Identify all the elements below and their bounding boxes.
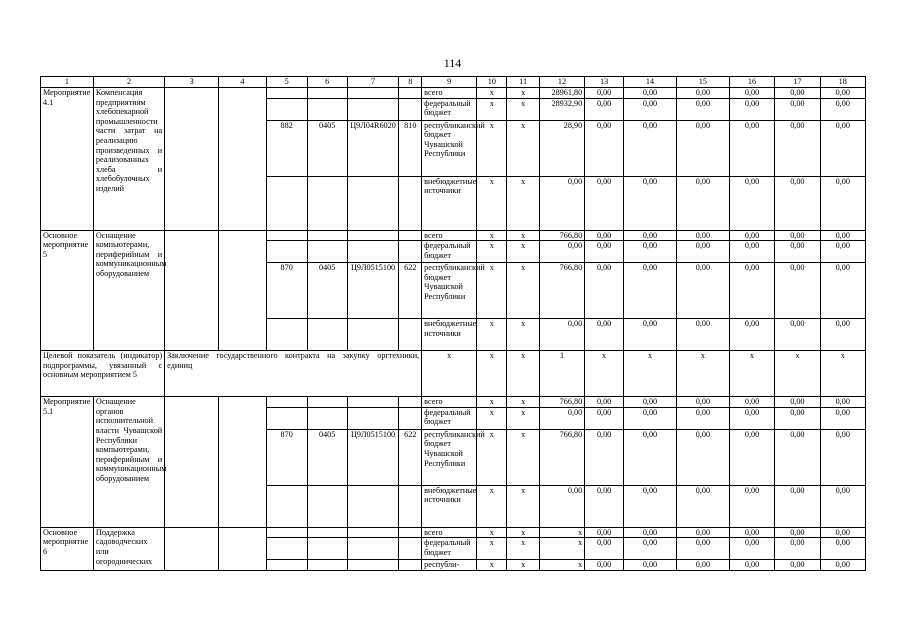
code-cell-empty	[347, 176, 399, 230]
column-number: 14	[624, 77, 677, 88]
amount-cell: 0,00	[775, 241, 820, 263]
year-cell: х	[477, 241, 507, 263]
activity-description: Компенсация предприятиям хлебопекарной промышленности части затрат на реализацию произведенных и реализованных хлеба и хлебобулочных изделий	[93, 88, 164, 231]
indicator-description: Заключение государственного контракта на закупку оргтехники, единиц	[165, 351, 422, 397]
code-cell-empty	[266, 485, 307, 527]
column-number: 7	[347, 77, 399, 88]
funding-source: федеральный бюджет	[422, 407, 477, 429]
amount-cell: 0,00	[585, 397, 624, 408]
amount-cell: 0,00	[539, 176, 584, 230]
amount-cell: 0,00	[775, 485, 820, 527]
amount-cell: 0,00	[676, 98, 729, 120]
amount-cell: 0,00	[820, 98, 865, 120]
amount-cell: 0,00	[624, 560, 677, 571]
funding-row	[41, 527, 866, 538]
year-cell: х	[477, 397, 507, 408]
indicator-row	[41, 351, 866, 397]
responsible-executor	[165, 230, 219, 351]
code-target-article: Ц9Л04R6020	[347, 120, 399, 176]
amount-cell: 0,00	[624, 397, 677, 408]
code-cell-empty	[399, 176, 422, 230]
amount-cell: 0,00	[585, 176, 624, 230]
indicator-value: х	[422, 351, 477, 397]
column-number: 8	[399, 77, 422, 88]
code-cell-empty	[307, 98, 347, 120]
code-cell-empty	[307, 241, 347, 263]
responsible-executor	[165, 397, 219, 528]
activity-name: Основное мероприятие 6	[41, 527, 94, 570]
indicator-value: х	[676, 351, 729, 397]
year-cell: х	[477, 429, 507, 485]
amount-cell: 0,00	[676, 560, 729, 571]
code-cell-empty	[399, 241, 422, 263]
code-cell-empty	[399, 98, 422, 120]
amount-cell: 0,00	[585, 98, 624, 120]
amount-cell: 0,00	[624, 538, 677, 560]
amount-cell: 0,00	[585, 560, 624, 571]
code-section: 0405	[307, 120, 347, 176]
code-cell-empty	[307, 230, 347, 241]
amount-cell: 0,00	[820, 485, 865, 527]
amount-cell: 0,00	[585, 485, 624, 527]
amount-cell: 0,00	[676, 176, 729, 230]
amount-cell: 28932,90	[539, 98, 584, 120]
amount-cell: 0,00	[775, 560, 820, 571]
indicator-value: х	[477, 351, 507, 397]
code-cell-empty	[399, 485, 422, 527]
amount-cell: 0,00	[775, 230, 820, 241]
year-cell: х	[477, 230, 507, 241]
code-cell-empty	[266, 241, 307, 263]
amount-cell: 0,00	[676, 429, 729, 485]
code-grbs: 882	[266, 120, 307, 176]
indicator-label: Целевой показатель (индикатор) подпрограммы, увязанный с основным мероприятием 5	[41, 351, 165, 397]
column-number: 1	[41, 77, 94, 88]
funding-source: федеральный бюджет	[422, 241, 477, 263]
amount-cell: 0,00	[729, 230, 774, 241]
amount-cell: 0,00	[676, 263, 729, 319]
funding-source: всего	[422, 527, 477, 538]
year-cell: х	[507, 429, 539, 485]
column-number: 9	[422, 77, 477, 88]
amount-cell: 0,00	[676, 397, 729, 408]
code-cell-empty	[347, 485, 399, 527]
funding-row	[41, 230, 866, 241]
amount-cell: 0,00	[820, 88, 865, 99]
year-cell: х	[507, 176, 539, 230]
amount-cell: 0,00	[729, 485, 774, 527]
year-cell: х	[477, 263, 507, 319]
indicator-value: х	[624, 351, 677, 397]
indicator-value: х	[729, 351, 774, 397]
year-cell: х	[507, 397, 539, 408]
code-cell-empty	[399, 319, 422, 351]
code-section: 0405	[307, 263, 347, 319]
funding-source: всего	[422, 230, 477, 241]
amount-cell: 0,00	[729, 407, 774, 429]
year-cell: х	[507, 485, 539, 527]
year-cell: х	[507, 560, 539, 571]
amount-cell: 0,00	[676, 241, 729, 263]
amount-cell: 766,80	[539, 397, 584, 408]
amount-cell: 0,00	[624, 319, 677, 351]
amount-cell: 0,00	[820, 241, 865, 263]
co-executors	[219, 88, 267, 231]
funding-source: республиканский бюджет Чувашской Республики	[422, 263, 477, 319]
amount-cell: 0,00	[539, 485, 584, 527]
amount-cell: 0,00	[624, 429, 677, 485]
amount-cell: 0,00	[585, 429, 624, 485]
code-cell-empty	[399, 397, 422, 408]
responsible-executor	[165, 88, 219, 231]
code-cell-empty	[347, 98, 399, 120]
column-number: 4	[219, 77, 267, 88]
year-cell: х	[477, 407, 507, 429]
amount-cell: 0,00	[775, 397, 820, 408]
code-cell-empty	[347, 88, 399, 99]
amount-cell: 0,00	[585, 88, 624, 99]
code-cell-empty	[307, 176, 347, 230]
amount-cell: 0,00	[820, 429, 865, 485]
code-section: 0405	[307, 429, 347, 485]
year-cell: х	[507, 120, 539, 176]
column-number: 2	[93, 77, 164, 88]
responsible-executor	[165, 527, 219, 570]
year-cell: х	[477, 527, 507, 538]
amount-cell: 0,00	[676, 407, 729, 429]
column-number: 16	[729, 77, 774, 88]
code-grbs: 870	[266, 263, 307, 319]
code-target-article: Ц9Л0515100	[347, 429, 399, 485]
amount-cell: 0,00	[820, 538, 865, 560]
amount-cell: 0,00	[775, 407, 820, 429]
amount-cell: 0,00	[729, 263, 774, 319]
indicator-value: 1	[539, 351, 584, 397]
activity-name: Мероприятие 4.1	[41, 88, 94, 231]
amount-cell: 0,00	[539, 241, 584, 263]
co-executors	[219, 397, 267, 528]
column-number: 17	[775, 77, 820, 88]
amount-cell: 0,00	[585, 230, 624, 241]
funding-row	[41, 397, 866, 408]
indicator-value: х	[507, 351, 539, 397]
code-grbs: 870	[266, 429, 307, 485]
amount-cell: 0,00	[585, 241, 624, 263]
year-cell: х	[477, 485, 507, 527]
funding-source: федеральный бюджет	[422, 98, 477, 120]
code-cell-empty	[266, 397, 307, 408]
funding-source: всего	[422, 88, 477, 99]
amount-cell: 0,00	[624, 176, 677, 230]
budget-table	[40, 76, 866, 571]
amount-cell: 0,00	[624, 485, 677, 527]
code-cell-empty	[347, 319, 399, 351]
amount-cell: 0,00	[820, 230, 865, 241]
column-number: 12	[539, 77, 584, 88]
amount-cell: 0,00	[585, 263, 624, 319]
code-cell-empty	[347, 407, 399, 429]
amount-cell: 0,00	[729, 538, 774, 560]
code-cell-empty	[266, 176, 307, 230]
amount-cell: 0,00	[820, 263, 865, 319]
year-cell: х	[507, 88, 539, 99]
code-cell-empty	[347, 527, 399, 538]
amount-cell: 0,00	[729, 397, 774, 408]
amount-cell: 0,00	[820, 176, 865, 230]
column-number: 18	[820, 77, 865, 88]
year-cell: х	[477, 319, 507, 351]
code-expense-type: 622	[399, 263, 422, 319]
page-number: 114	[443, 56, 462, 70]
code-target-article: Ц9Л0515100	[347, 263, 399, 319]
amount-cell: 0,00	[775, 429, 820, 485]
amount-cell: 0,00	[624, 263, 677, 319]
amount-cell: 28,90	[539, 120, 584, 176]
code-cell-empty	[347, 560, 399, 571]
amount-cell: 0,00	[775, 120, 820, 176]
co-executors	[219, 230, 267, 351]
activity-name: Мероприятие 5.1	[41, 397, 94, 528]
code-cell-empty	[347, 230, 399, 241]
code-cell-empty	[266, 538, 307, 560]
year-cell: х	[507, 527, 539, 538]
amount-cell: х	[539, 538, 584, 560]
code-cell-empty	[266, 560, 307, 571]
amount-cell: 766,80	[539, 429, 584, 485]
funding-source: всего	[422, 397, 477, 408]
amount-cell: 0,00	[585, 319, 624, 351]
amount-cell: 0,00	[775, 176, 820, 230]
code-cell-empty	[266, 407, 307, 429]
amount-cell: 0,00	[539, 319, 584, 351]
code-cell-empty	[266, 319, 307, 351]
column-number: 6	[307, 77, 347, 88]
amount-cell: 0,00	[676, 120, 729, 176]
amount-cell: 0,00	[729, 527, 774, 538]
indicator-value: х	[585, 351, 624, 397]
code-cell-empty	[307, 88, 347, 99]
code-cell-empty	[307, 485, 347, 527]
year-cell: х	[477, 176, 507, 230]
column-number: 10	[477, 77, 507, 88]
amount-cell: 0,00	[624, 407, 677, 429]
amount-cell: 0,00	[775, 538, 820, 560]
amount-cell: 0,00	[775, 527, 820, 538]
column-number: 13	[585, 77, 624, 88]
amount-cell: 0,00	[585, 407, 624, 429]
code-cell-empty	[307, 560, 347, 571]
amount-cell: 0,00	[676, 485, 729, 527]
activity-name: Основное мероприятие 5	[41, 230, 94, 351]
year-cell: х	[507, 241, 539, 263]
year-cell: х	[477, 560, 507, 571]
funding-source: федеральный бюджет	[422, 538, 477, 560]
amount-cell: 0,00	[676, 230, 729, 241]
amount-cell: 0,00	[729, 176, 774, 230]
amount-cell: 0,00	[775, 319, 820, 351]
year-cell: х	[507, 538, 539, 560]
amount-cell: 0,00	[820, 397, 865, 408]
code-cell-empty	[307, 527, 347, 538]
column-number: 11	[507, 77, 539, 88]
year-cell: х	[507, 263, 539, 319]
code-cell-empty	[266, 230, 307, 241]
year-cell: х	[477, 88, 507, 99]
year-cell: х	[477, 98, 507, 120]
amount-cell: 0,00	[676, 527, 729, 538]
amount-cell: х	[539, 560, 584, 571]
header-row	[41, 77, 866, 88]
funding-source: республиканский бюджет Чувашской Республики	[422, 120, 477, 176]
co-executors	[219, 527, 267, 570]
funding-source: республиканский бюджет Чувашской Республики	[422, 429, 477, 485]
code-cell-empty	[307, 538, 347, 560]
code-cell-empty	[399, 538, 422, 560]
amount-cell: 0,00	[624, 120, 677, 176]
year-cell: х	[477, 120, 507, 176]
funding-row	[41, 88, 866, 99]
year-cell: х	[507, 98, 539, 120]
funding-source: республи-	[422, 560, 477, 571]
code-cell-empty	[347, 241, 399, 263]
amount-cell: 0,00	[820, 407, 865, 429]
code-cell-empty	[266, 527, 307, 538]
amount-cell: 0,00	[676, 88, 729, 99]
code-cell-empty	[399, 88, 422, 99]
activity-description: Оснащение компьютерами, периферийным и коммуникационным оборудованием	[93, 230, 164, 351]
amount-cell: 0,00	[820, 527, 865, 538]
column-number: 3	[165, 77, 219, 88]
amount-cell: 0,00	[729, 120, 774, 176]
amount-cell: 0,00	[624, 527, 677, 538]
amount-cell: 0,00	[820, 319, 865, 351]
code-cell-empty	[399, 407, 422, 429]
code-cell-empty	[307, 319, 347, 351]
year-cell: х	[477, 538, 507, 560]
column-number: 15	[676, 77, 729, 88]
amount-cell: 0,00	[729, 241, 774, 263]
amount-cell: 0,00	[624, 230, 677, 241]
amount-cell: 0,00	[820, 120, 865, 176]
code-cell-empty	[266, 98, 307, 120]
year-cell: х	[507, 230, 539, 241]
code-expense-type: 622	[399, 429, 422, 485]
code-cell-empty	[399, 230, 422, 241]
amount-cell: 0,00	[585, 527, 624, 538]
amount-cell: 0,00	[729, 429, 774, 485]
amount-cell: 766,80	[539, 263, 584, 319]
amount-cell: 28961,80	[539, 88, 584, 99]
amount-cell: 0,00	[729, 560, 774, 571]
amount-cell: 0,00	[539, 407, 584, 429]
amount-cell: 0,00	[585, 120, 624, 176]
amount-cell: 0,00	[820, 560, 865, 571]
amount-cell: 0,00	[624, 88, 677, 99]
amount-cell: 0,00	[676, 319, 729, 351]
year-cell: х	[507, 319, 539, 351]
amount-cell: 0,00	[775, 88, 820, 99]
activity-description: Поддержка садоводческих или огороднических	[93, 527, 164, 570]
funding-source: внебюджетные источники	[422, 485, 477, 527]
indicator-value: х	[820, 351, 865, 397]
code-cell-empty	[399, 527, 422, 538]
amount-cell: 766,80	[539, 230, 584, 241]
funding-source: внебюджетные источники	[422, 176, 477, 230]
amount-cell: 0,00	[775, 263, 820, 319]
code-cell-empty	[266, 88, 307, 99]
code-cell-empty	[399, 560, 422, 571]
code-cell-empty	[307, 397, 347, 408]
year-cell: х	[507, 407, 539, 429]
code-cell-empty	[347, 397, 399, 408]
amount-cell: 0,00	[585, 538, 624, 560]
funding-source: внебюджетные источники	[422, 319, 477, 351]
amount-cell: 0,00	[775, 98, 820, 120]
amount-cell: 0,00	[729, 98, 774, 120]
amount-cell: 0,00	[676, 538, 729, 560]
amount-cell: 0,00	[729, 88, 774, 99]
indicator-value: х	[775, 351, 820, 397]
code-cell-empty	[347, 538, 399, 560]
amount-cell: 0,00	[624, 98, 677, 120]
column-number: 5	[266, 77, 307, 88]
activity-description: Оснащение органов исполнительной власти Чувашской Республики компьютерами, периферийным и коммуникационным оборудованием	[93, 397, 164, 528]
amount-cell: 0,00	[729, 319, 774, 351]
amount-cell: х	[539, 527, 584, 538]
code-cell-empty	[307, 407, 347, 429]
code-expense-type: 810	[399, 120, 422, 176]
amount-cell: 0,00	[624, 241, 677, 263]
